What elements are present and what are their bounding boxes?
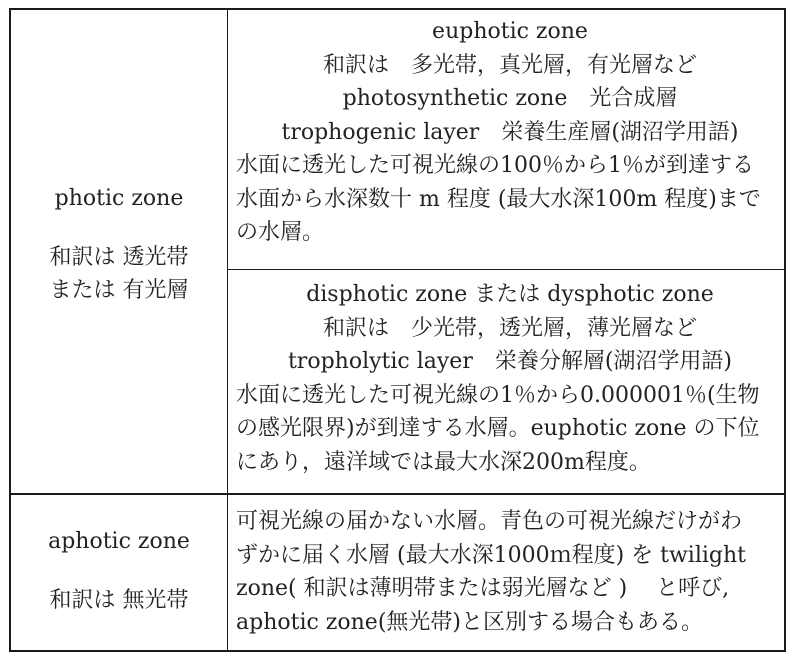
aphotic-zone-description-line1: 可視光線の届かない水層。青色の可視光線だけがわ: [236, 509, 743, 534]
aphotic-zone-cell: [11, 525, 227, 617]
euphotic-zone-translation: 和訳は 多光帯，真光層，有光層など: [322, 52, 697, 78]
row-divider-photic-aphotic: [11, 493, 784, 495]
zone-table: [9, 8, 786, 652]
euphotic-zone-synonym-1: photosynthetic zone 光合成層: [342, 86, 678, 111]
euphotic-zone-term: euphotic zone: [432, 19, 588, 44]
euphotic-zone-description-line3: の水層。: [236, 220, 325, 245]
photic-zone-cell: [11, 182, 227, 307]
disphotic-zone-synonym: tropholytic layer 栄養分解層(湖沼学用語): [287, 349, 733, 374]
disphotic-zone-description-line2: の感光限界)が到達する水層。euphotic zone の下位: [236, 416, 760, 441]
aphotic-zone-term: aphotic zone: [48, 529, 190, 554]
disphotic-zone-description-line3: にあり，遠洋域では最大水深200m程度。: [236, 449, 651, 475]
aphotic-zone-description-line4: aphotic zone(無光帯)と区別する場合もある。: [236, 609, 703, 635]
euphotic-zone-description-line2: 水面から水深数十 m 程度 (最大水深100m 程度)まで: [236, 186, 761, 212]
disphotic-zone-term: disphotic zone または dysphotic zone: [306, 282, 714, 307]
disphotic-zone-cell: [236, 278, 784, 479]
aphotic-zone-description-line3: zone( 和訳は薄明帯または弱光層など ) と呼び,: [236, 576, 730, 601]
euphotic-zone-synonym-2: trophogenic layer 栄養生産層(湖沼学用語): [281, 119, 739, 145]
photic-zone-translation-line2: または 有光層: [49, 278, 189, 303]
photic-zone-translation-line1: 和訳は 透光帯: [49, 245, 189, 270]
disphotic-zone-translation: 和訳は 少光帯，透光層，薄光層など: [322, 315, 697, 341]
row-divider-euphotic-disphotic: [228, 269, 784, 270]
photic-zone-term: photic zone: [54, 186, 184, 211]
column-divider: [227, 10, 228, 650]
euphotic-zone-description-line1: 水面に透光した可視光線の100％から1％が到達する: [236, 153, 754, 178]
disphotic-zone-description-line1: 水面に透光した可視光線の1％から0.000001％(生物: [236, 382, 760, 408]
aphotic-zone-description-line2: ずかに届く水層 (最大水深1000ｍ程度) を twilight: [236, 542, 747, 568]
euphotic-zone-cell: [236, 15, 784, 250]
aphotic-zone-translation: 和訳は 無光帯: [49, 588, 189, 613]
aphotic-zone-description-cell: [236, 505, 784, 639]
